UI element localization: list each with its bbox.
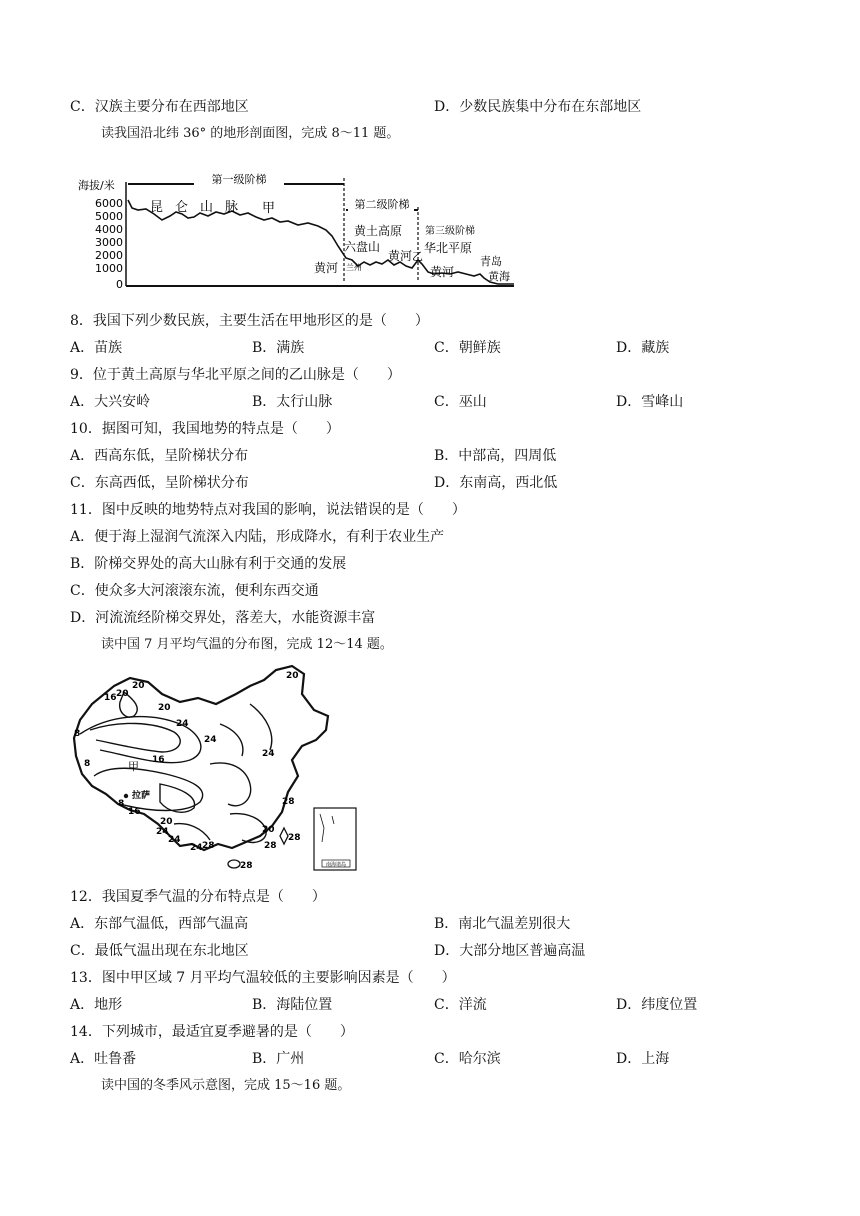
y-tick: 5000 (95, 210, 123, 223)
q10-stem: 10．据图可知，我国地势的特点是（ ） (70, 421, 340, 437)
q12-option-b: B．南北气温差别很大 (434, 916, 571, 932)
isotherm-label: 28 (202, 841, 215, 851)
q14-option-a: A．吐鲁番 (70, 1051, 137, 1067)
q12-option-d: D．大部分地区普遍高温 (434, 943, 586, 959)
map-label-jia: 甲 (128, 760, 139, 773)
isotherm-label: 8 (84, 759, 91, 769)
q9-option-d: D．雪峰山 (616, 394, 684, 410)
label-huabei: 华北平原 (424, 241, 473, 255)
isotherm-label: 20 (286, 671, 299, 681)
isotherm (90, 723, 180, 752)
q9-option-c: C．巫山 (434, 394, 487, 410)
q9-option-a: A．大兴安岭 (70, 394, 151, 410)
q8-option-d: D．藏族 (616, 340, 670, 356)
isotherm-label: 20 (132, 681, 145, 691)
y-tick: 1000 (95, 262, 123, 275)
q11-option-d: D．河流流经阶梯交界处，落差大，水能资源丰富 (70, 610, 376, 626)
q12-option-a: A．东部气温低，西部气温高 (70, 916, 249, 932)
inset-label: 南海诸岛 (325, 862, 347, 868)
label-yi: 乙 (412, 250, 423, 263)
q13-stem: 13．图中甲区域 7 月平均气温较低的主要影响因素是（ ） (70, 970, 456, 986)
isotherm-label: 16 (152, 755, 165, 765)
isotherm-label: 8 (118, 799, 125, 809)
q11-option-c: C．使众多大河滚滚东流，便利东西交通 (70, 583, 319, 599)
isotherm-label: 28 (240, 861, 253, 871)
label-liupan: 六盘山 (344, 240, 381, 254)
label-huanghe-2: 黄河 (388, 249, 413, 263)
profile-ylabel: 海拔/米 (78, 179, 115, 192)
isotherm-label: 28 (264, 841, 277, 851)
label-huanghe-3: 黄河 (430, 265, 455, 279)
label-jia-profile: 甲 (262, 201, 276, 216)
y-tick: 4000 (95, 223, 123, 236)
q13-option-b: B．海陆位置 (252, 997, 333, 1013)
intro-12-14: 读中国 7 月平均气温的分布图，完成 12～14 题。 (101, 637, 393, 652)
q8-option-a: A．苗族 (70, 340, 123, 356)
lhasa-dot (124, 794, 128, 798)
y-tick: 2000 (95, 249, 123, 262)
q14-option-b: B．广州 (252, 1051, 305, 1067)
isotherm-label: 16 (104, 693, 117, 703)
q13-option-a: A．地形 (70, 997, 123, 1013)
q10-option-a: A．西高东低，呈阶梯状分布 (70, 448, 249, 464)
hainan-island (228, 860, 240, 868)
q14-option-c: C．哈尔滨 (434, 1051, 501, 1067)
step2-label: 第二级阶梯 (354, 198, 410, 211)
q7-option-c: C．汉族主要分布在西部地区 (70, 99, 249, 115)
step3-label: 第三级阶梯 (425, 226, 475, 237)
label-kunlun: 昆仑山脉 (150, 200, 251, 215)
isotherm-label: 20 (262, 825, 275, 835)
taiwan-island (280, 828, 288, 844)
step1-label: 第一级阶梯 (211, 173, 267, 186)
isotherm-label: 28 (288, 833, 301, 843)
isotherm-label: 24 (168, 835, 181, 845)
label-lanzhou: 兰州 (346, 263, 362, 272)
q12-stem: 12．我国夏季气温的分布特点是（ ） (70, 889, 326, 905)
isotherm-label: 28 (282, 797, 295, 807)
july-temperature-map (70, 664, 370, 874)
q7-option-d: D．少数民族集中分布在东部地区 (434, 99, 642, 115)
isotherm-label: 20 (116, 689, 129, 699)
isotherm-label: 24 (156, 827, 169, 837)
label-qingdao: 青岛 (480, 255, 502, 268)
isotherm-label: 24 (262, 749, 275, 759)
july-temperature-map-svg (70, 664, 370, 874)
q10-option-b: B．中部高，四周低 (434, 448, 557, 464)
q8-stem: 8．我国下列少数民族，主要生活在甲地形区的是（ ） (70, 313, 429, 329)
q13-option-c: C．洋流 (434, 997, 487, 1013)
q11-stem: 11．图中反映的地势特点对我国的影响，说法错误的是（ ） (70, 502, 466, 518)
q10-option-d: D．东南高，西北低 (434, 475, 558, 491)
intro-15-16: 读中国的冬季风示意图，完成 15～16 题。 (101, 1078, 351, 1093)
isotherm (94, 768, 203, 810)
terrain-profile-svg (76, 162, 522, 294)
q11-option-b: B．阶梯交界处的高大山脉有利于交通的发展 (70, 556, 347, 572)
label-loess: 黄土高原 (354, 224, 403, 238)
isotherm (250, 704, 272, 750)
map-label-lhasa: 拉萨 (132, 791, 151, 801)
q12-option-c: C．最低气温出现在东北地区 (70, 943, 249, 959)
q14-option-d: D．上海 (616, 1051, 670, 1067)
isotherm-label: 24 (190, 843, 203, 853)
isotherm (220, 724, 243, 756)
terrain-profile-figure (76, 162, 522, 294)
y-tick: 6000 (95, 197, 123, 210)
q9-option-b: B．太行山脉 (252, 394, 333, 410)
intro-8-11: 读我国沿北纬 36° 的地形剖面图，完成 8～11 题。 (101, 126, 400, 141)
q13-option-d: D．纬度位置 (616, 997, 698, 1013)
label-huanghai: 黄海 (488, 270, 510, 283)
q8-option-c: C．朝鲜族 (434, 340, 501, 356)
isotherm (230, 814, 266, 843)
q11-option-a: A．便于海上湿润气流深入内陆，形成降水，有利于农业生产 (70, 529, 445, 545)
q10-option-c: C．东高西低，呈阶梯状分布 (70, 475, 249, 491)
q8-option-b: B．满族 (252, 340, 305, 356)
isotherm-label: 24 (176, 719, 189, 729)
y-tick: 0 (116, 278, 123, 291)
isotherm-label: 24 (204, 735, 217, 745)
isotherm-label: 16 (128, 807, 141, 817)
q14-stem: 14．下列城市，最适宜夏季避暑的是（ ） (70, 1024, 354, 1040)
isotherm (210, 763, 251, 806)
isotherm-label: 8 (74, 729, 81, 739)
y-tick: 3000 (95, 236, 123, 249)
isotherm-label: 20 (160, 817, 173, 827)
label-huanghe-1: 黄河 (314, 261, 339, 275)
q9-stem: 9．位于黄土高原与华北平原之间的乙山脉是（ ） (70, 367, 401, 383)
isotherm-label: 20 (158, 703, 171, 713)
